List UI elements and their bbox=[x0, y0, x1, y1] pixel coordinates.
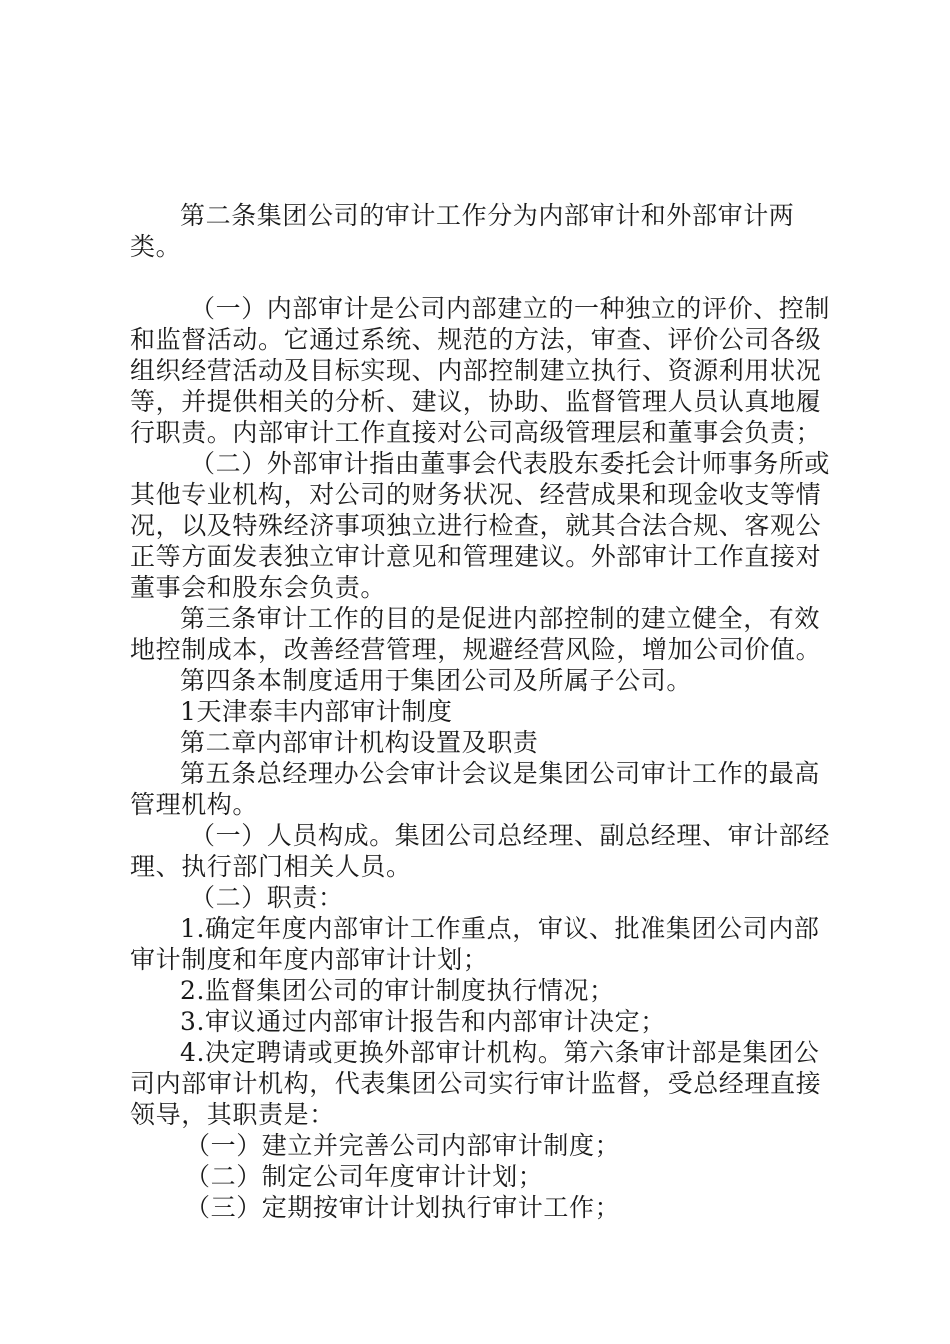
duty-item-3: 3.审议通过内部审计报告和内部审计决定； bbox=[180, 1007, 666, 1036]
audit-dept-duty-1: （一）建立并完善公司内部审计制度； bbox=[185, 1131, 621, 1160]
article-3-paragraph: 第三条审计工作的目的是促进内部控制的建立健全，有效地控制成本，改善经营管理，规避经营风险，增加公司价值。 bbox=[130, 604, 822, 664]
duty-item-4: 4.决定聘请或更换外部审计机构。第六条审计部是集团公司内部审计机构，代表集团公司实行审计监督，受总经理直接领导，其职责是： bbox=[130, 1038, 822, 1129]
personnel-paragraph: （一）人员构成。集团公司总经理、副总经理、审计部经理、执行部门相关人员。 bbox=[130, 821, 831, 881]
chapter-2-heading: 第二章内部审计机构设置及职责 bbox=[180, 728, 539, 757]
document-body bbox=[130, 200, 835, 1223]
document-subtitle: 1天津泰丰内部审计制度 bbox=[180, 697, 453, 726]
internal-audit-paragraph: （一）内部审计是公司内部建立的一种独立的评价、控制和监督活动。它通过系统、规范的方法，审查、评价公司各级组织经营活动及目标实现、内部控制建立执行、资源利用状况等，并提供相关的分析、建议，协助、监督管理人员认真地履行职责。内部审计工作直接对公司高级管理层和董事会负责； bbox=[130, 294, 831, 447]
external-audit-paragraph: （二）外部审计指由董事会代表股东委托会计师事务所或其他专业机构，对公司的财务状况、经营成果和现金收支等情况，以及特殊经济事项独立进行检查，就其合法合规、客观公正等方面发表独立审计意见和管理建议。外部审计工作直接对董事会和股东会负责。 bbox=[130, 449, 831, 602]
article-2-paragraph: 第二条集团公司的审计工作分为内部审计和外部审计两类。 bbox=[130, 201, 795, 261]
duty-item-2: 2.监督集团公司的审计制度执行情况； bbox=[180, 976, 615, 1005]
audit-dept-duty-2: （二）制定公司年度审计计划； bbox=[185, 1162, 544, 1191]
duty-item-1: 1.确定年度内部审计工作重点，审议、批准集团公司内部审计制度和年度内部审计计划； bbox=[130, 914, 820, 974]
article-5-paragraph: 第五条总经理办公会审计会议是集团公司审计工作的最高管理机构。 bbox=[130, 759, 821, 819]
article-4-paragraph: 第四条本制度适用于集团公司及所属子公司。 bbox=[180, 666, 693, 695]
duties-heading: （二）职责： bbox=[190, 883, 344, 912]
audit-dept-duty-3: （三）定期按审计计划执行审计工作； bbox=[185, 1193, 621, 1222]
